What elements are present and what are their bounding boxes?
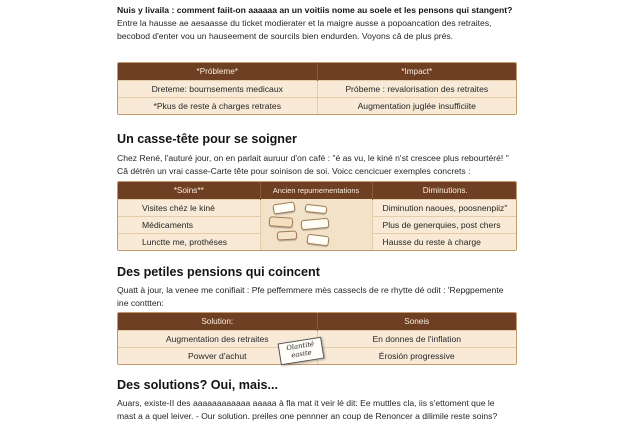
table1-header-2: *Impact* (317, 63, 516, 80)
intro-line-2: Entre la hausse ae aesaasse du ticket modierater et la maigre ausse a popoancation des retraites, (117, 18, 492, 28)
table-cell: En donnes de l'inflation (317, 330, 516, 347)
sticker-image (304, 204, 327, 214)
table2-header-3: Diminutions. (372, 182, 517, 199)
handwritten-note: Olantité easite (278, 337, 325, 366)
sticker-image (268, 216, 293, 228)
table-cell: Visites chéz le kiné (118, 199, 260, 216)
pensions-line-1: Quatt à jour, la venee me conifiait : Pfe peffemmere mès cassecls de re rhytte dé odit : 'Repgpemente (117, 285, 504, 295)
table3-header-1: Solution: (118, 313, 317, 330)
section-heading-pensions: Des petiles pensions qui coincent (117, 265, 320, 279)
intro-line-3: becobod d'enter vou un hauseement de sourcils bien endurden. Voyons câ de plus prés. (117, 31, 454, 41)
table-cell: Érosión progressive (317, 347, 516, 364)
table-cell: Powver d'achut (118, 347, 317, 364)
table-cell: Dreteme: bournsements medicaux (118, 80, 317, 97)
table-cell: *Pkus de reste à charges retrates (118, 97, 317, 114)
sticker-image (306, 234, 329, 247)
table-row (118, 80, 516, 97)
intro-paragraph (117, 4, 527, 43)
table2-header-1: *Soins** (118, 182, 260, 199)
intro-line-1: Nuis y livaila : comment faiit-on aaaaaa an un voitiis nome au soele et les pensons qui stangent? (117, 5, 513, 15)
table3-header-2: Soneis (317, 313, 516, 330)
solutions-paragraph (117, 397, 522, 423)
sticker-image (272, 202, 295, 215)
care-line-1: Chez René, l'auturé jour, on en parlait auruur d'on café : "é as vu, le kiné n'st crescee plus rebourtéré! " (117, 153, 509, 163)
care-paragraph (117, 152, 522, 178)
table-cell: Médicaments (118, 216, 260, 233)
sticker-image (276, 230, 296, 240)
table-row (118, 199, 517, 216)
section-heading-care: Un casse-tête pour se soigner (117, 132, 297, 146)
section-heading-solutions: Des solutions? Oui, mais... (117, 378, 278, 392)
table-cell: Augmentation des retraites (118, 330, 317, 347)
sticker-image (300, 218, 329, 230)
table-cell: Hausse du reste à charge (372, 233, 517, 250)
problem-impact-table (117, 62, 517, 115)
table-row (118, 97, 516, 114)
table-cell: Plus de generquies, post chers (372, 216, 517, 233)
solutions-line-2: mast a a quel leiver. - Our solution. preiles one pennner an coup de Renoncer a dilimile reste soins? (117, 411, 498, 421)
table-cell: Augmentation juglée insufficiite (317, 97, 516, 114)
care-line-2: Câ détrén un vrai casse-Carte tête pour soinison de soi. Voicc cencicuer exemples concrets : (117, 166, 471, 176)
care-table (117, 181, 517, 251)
table-cell: Próbeme : revalorisation des retraites (317, 80, 516, 97)
pensions-paragraph (117, 284, 522, 310)
table2-header-2: Ancien repurnementations (260, 182, 372, 199)
pensions-line-2: ine conttten: (117, 298, 164, 308)
table-cell: Lunctte me, prothéses (118, 233, 260, 250)
table-cell: Diminution naoues, poosnenpiiz" (372, 199, 517, 216)
solutions-line-1: Auars, existe-II des aaaaaaaaaaaa aaaaa à fla mat it veir lé dit: Ee muttles cla, iis s'ettoment que le (117, 398, 495, 408)
table1-header-1: *Próbleme* (118, 63, 317, 80)
sticker-collage (260, 199, 372, 250)
